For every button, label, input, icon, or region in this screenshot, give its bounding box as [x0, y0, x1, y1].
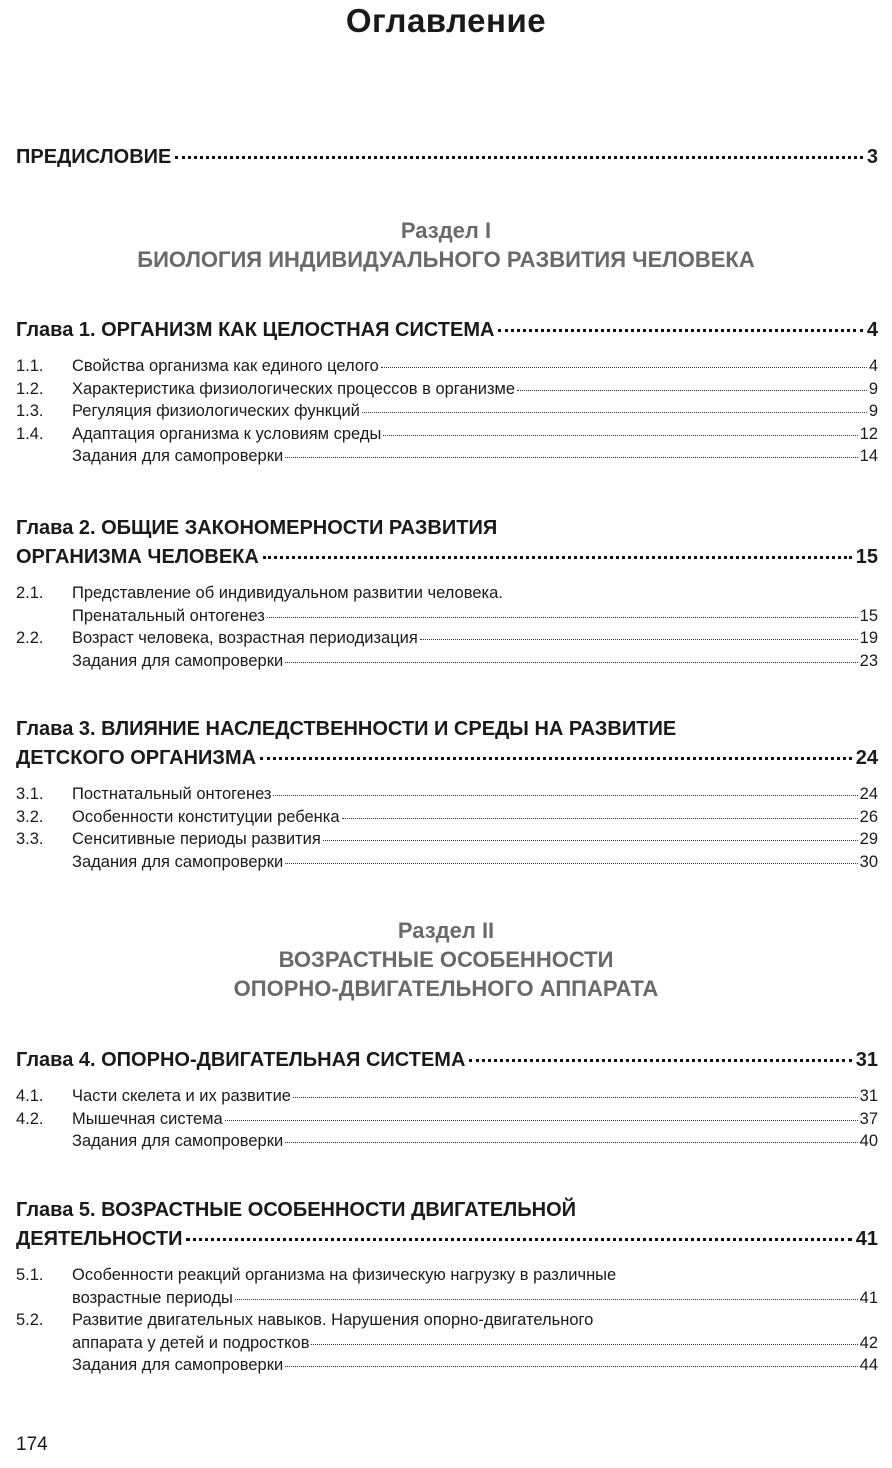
preface-page: 3: [866, 146, 878, 168]
toc-item[interactable]: 1.2. Характеристика физиологических процессов в организме 9: [16, 379, 878, 398]
section-1-label: Раздел I: [400, 218, 492, 243]
dot-leader: [498, 329, 862, 332]
dot-leader: [263, 556, 852, 559]
chapter-2-title-line1: Глава 2. ОБЩИЕ ЗАКОНОМЕРНОСТИ РАЗВИТИЯ: [16, 517, 498, 539]
chapter-2-title[interactable]: ОРГАНИЗМА ЧЕЛОВЕКА 15: [16, 546, 878, 568]
page-number: 174: [16, 1434, 48, 1455]
dot-leader: [186, 1238, 851, 1241]
section-2-name-line2: ОПОРНО-ДВИГАТЕЛЬНОГО АППАРАТА: [233, 976, 659, 1001]
toc-item[interactable]: 5.1. Особенности реакций организма на физическую нагрузку в различные возрастные периоды 41: [16, 1266, 878, 1307]
section-2-heading: [0, 916, 892, 1003]
toc-item[interactable]: 1.3. Регуляция физиологических функций 9: [16, 402, 878, 420]
dot-leader: [469, 1059, 851, 1062]
toc-preface[interactable]: [16, 143, 878, 172]
section-2-name-line1: ВОЗРАСТНЫЕ ОСОБЕННОСТИ: [278, 947, 614, 972]
toc-item[interactable]: 3.2. Особенности конституции ребенка 26: [16, 807, 878, 826]
chapter-5-title[interactable]: ДЕЯТЕЛЬНОСТИ 41: [16, 1228, 878, 1250]
chapter-4: [16, 1046, 878, 1153]
chapter-3-title[interactable]: ДЕТСКОГО ОРГАНИЗМА 24: [16, 747, 878, 769]
page-title: Оглавление: [345, 2, 547, 39]
toc-item[interactable]: 3.1. Постнатальный онтогенез 24: [16, 785, 878, 803]
toc-item-self-test[interactable]: Задания для самопроверки 30: [72, 852, 878, 871]
toc-item[interactable]: 1.1. Свойства организма как единого целого 4: [16, 357, 878, 375]
toc-item[interactable]: 1.4. Адаптация организма к условиям среды 12: [16, 424, 878, 443]
toc-item-self-test[interactable]: Задания для самопроверки 14: [72, 447, 878, 465]
chapter-2: [16, 514, 878, 672]
preface-label: ПРЕДИСЛОВИЕ: [16, 146, 172, 168]
chapter-1-title[interactable]: Глава 1. ОРГАНИЗМ КАК ЦЕЛОСТНАЯ СИСТЕМА 4: [16, 319, 878, 341]
toc-item-self-test[interactable]: Задания для самопроверки 40: [72, 1132, 878, 1150]
toc-item[interactable]: 2.1. Представление об индивидуальном развитии человека. Пренатальный онтогенез 15: [16, 584, 878, 625]
toc-item-self-test[interactable]: Задания для самопроверки 23: [72, 651, 878, 670]
chapter-5-title-line1: Глава 5. ВОЗРАСТНЫЕ ОСОБЕННОСТИ ДВИГАТЕЛЬНОЙ: [16, 1199, 576, 1221]
section-1-name: БИОЛОГИЯ ИНДИВИДУАЛЬНОГО РАЗВИТИЯ ЧЕЛОВЕКА: [137, 247, 755, 272]
toc-item[interactable]: 4.1. Части скелета и их развитие 31: [16, 1087, 878, 1105]
dot-leader: [260, 757, 852, 760]
toc-item[interactable]: 4.2. Мышечная система 37: [16, 1109, 878, 1128]
toc-item[interactable]: 3.3. Сенситивные периоды развития 29: [16, 830, 878, 848]
dot-leader: [175, 156, 863, 159]
section-1-heading: [0, 216, 892, 274]
toc-item[interactable]: 5.2. Развитие двигательных навыков. Нарушения опорно-двигательного аппарата у детей и подростков 42: [16, 1311, 878, 1352]
chapter-3: [16, 715, 878, 873]
toc-item[interactable]: 2.2. Возраст человека, возрастная периодизация 19: [16, 629, 878, 647]
chapter-3-title-line1: Глава 3. ВЛИЯНИЕ НАСЛЕДСТВЕННОСТИ И СРЕДЫ НА РАЗВИТИЕ: [16, 718, 677, 740]
toc-item-self-test[interactable]: Задания для самопроверки 44: [72, 1356, 878, 1374]
chapter-5: [16, 1196, 878, 1377]
chapter-1: [16, 316, 878, 468]
chapter-4-title[interactable]: Глава 4. ОПОРНО-ДВИГАТЕЛЬНАЯ СИСТЕМА 31: [16, 1049, 878, 1071]
section-2-label: Раздел II: [397, 918, 495, 943]
